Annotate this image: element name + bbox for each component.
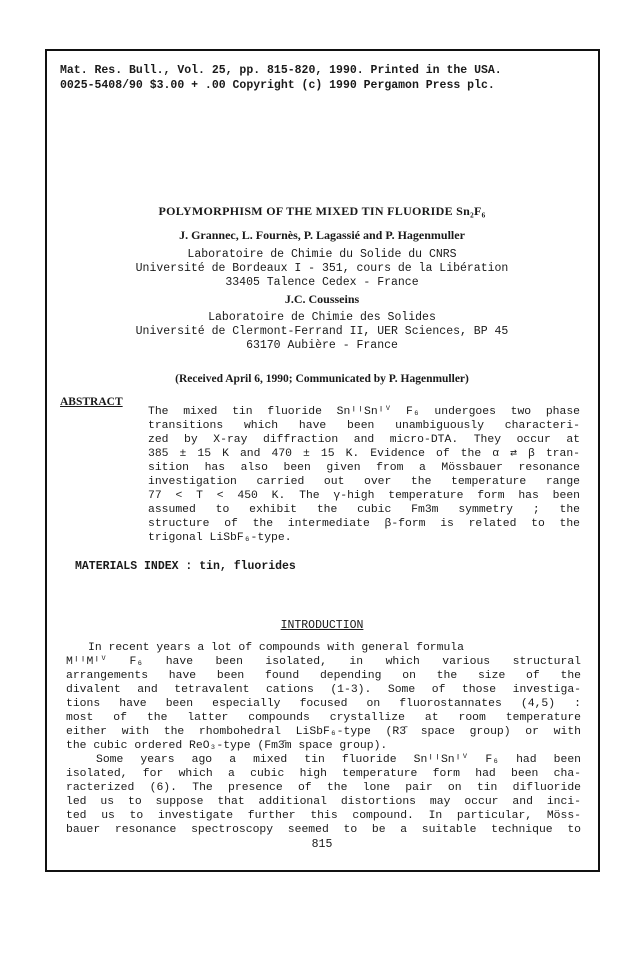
- abstract-line: sition has also been given from a Mössbauer resonance: [148, 462, 580, 474]
- body-line: racterized (6). The presence of the lone pair on tin difluoride: [66, 782, 581, 794]
- abstract-line: The mixed tin fluoride SnᴵᴵSnᴵⱽ F₆ undergoes two phase: [148, 406, 580, 418]
- materials-index: MATERIALS INDEX : tin, fluorides: [75, 560, 296, 573]
- abstract-line: transitions which have been unambiguously characteri-: [148, 420, 580, 432]
- body-line: arrangements have been found depending on the size of the: [66, 670, 581, 682]
- received-note: (Received April 6, 1990; Communicated by P. Hagenmuller): [175, 373, 469, 385]
- affiliation-line: Laboratoire de Chimie du Solide du CNRS: [187, 248, 457, 261]
- abstract-line: 77 < T < 450 K. The γ-high temperature form has been: [148, 490, 580, 502]
- body-line: most of the latter compounds crystallize at room temperature: [66, 712, 581, 724]
- body-line: ted us to investigate further this compound. In particular, Möss-: [66, 810, 581, 822]
- affiliation-line: 33405 Talence Cedex - France: [225, 276, 419, 289]
- body-line: the cubic ordered ReO₃-type (Fm3̄m space group).: [66, 740, 388, 752]
- affiliation-line: Université de Clermont-Ferrand II, UER Sciences, BP 45: [135, 325, 509, 338]
- body-line: divalent and tetravalent cations (1-3). Some of those investiga-: [66, 684, 581, 696]
- page-number: 815: [311, 838, 333, 851]
- abstract-line: investigation carried out over the temperature range: [148, 476, 580, 488]
- body-line: bauer resonance spectroscopy seemed to be a suitable technique to: [66, 824, 581, 836]
- body-line: led us to suppose that additional distortions may occur and inci-: [66, 796, 581, 808]
- abstract-line: zed by X-ray diffraction and micro-DTA. They occur at: [148, 434, 580, 446]
- body-line: Some years ago a mixed tin fluoride SnᴵᴵSnᴵⱽ F₆ had been: [96, 754, 581, 766]
- abstract-line: structure of the intermediate β-form is related to the: [148, 518, 580, 530]
- authors-secondary: J.C. Cousseins: [284, 292, 360, 306]
- abstract-line: 385 ± 15 K and 470 ± 15 K. Evidence of the α ⇄ β tran-: [148, 448, 580, 460]
- copyright-line: 0025-5408/90 $3.00 + .00 Copyright (c) 1990 Pergamon Press plc.: [60, 79, 495, 92]
- abstract-body: [148, 405, 580, 545]
- body-line: either with the rhombohedral LiSbF₆-type (R3̄ space group) or with: [66, 726, 581, 738]
- introduction-body: [66, 641, 581, 837]
- introduction-heading: INTRODUCTION: [280, 619, 364, 632]
- body-line: In recent years a lot of compounds with general formula: [88, 642, 464, 654]
- paper-title: POLYMORPHISM OF THE MIXED TIN FLUORIDE Sn₂F₆: [158, 204, 486, 218]
- abstract-line: trigonal LiSbF₆-type.: [148, 532, 292, 544]
- body-line: tions have been especially focused on fluorostannates (4,5) :: [66, 698, 581, 710]
- body-line: MᴵᴵMᴵⱽ F₆ have been isolated, in which various structural: [66, 656, 581, 668]
- journal-citation: Mat. Res. Bull., Vol. 25, pp. 815-820, 1990. Printed in the USA.: [60, 64, 502, 77]
- body-line: isolated, for which a cubic high temperature form had been cha-: [66, 768, 581, 780]
- abstract-line: assumed to exhibit the cubic Fm3m symmetry ; the: [148, 504, 580, 516]
- affiliation-line: Université de Bordeaux I - 351, cours de la Libération: [135, 262, 509, 275]
- affiliation-line: 63170 Aubière - France: [246, 339, 398, 352]
- authors-primary: J. Grannec, L. Fournès, P. Lagassié and P. Hagenmuller: [179, 228, 465, 242]
- abstract-label: ABSTRACT: [60, 396, 123, 408]
- affiliation-line: Laboratoire de Chimie des Solides: [208, 311, 436, 324]
